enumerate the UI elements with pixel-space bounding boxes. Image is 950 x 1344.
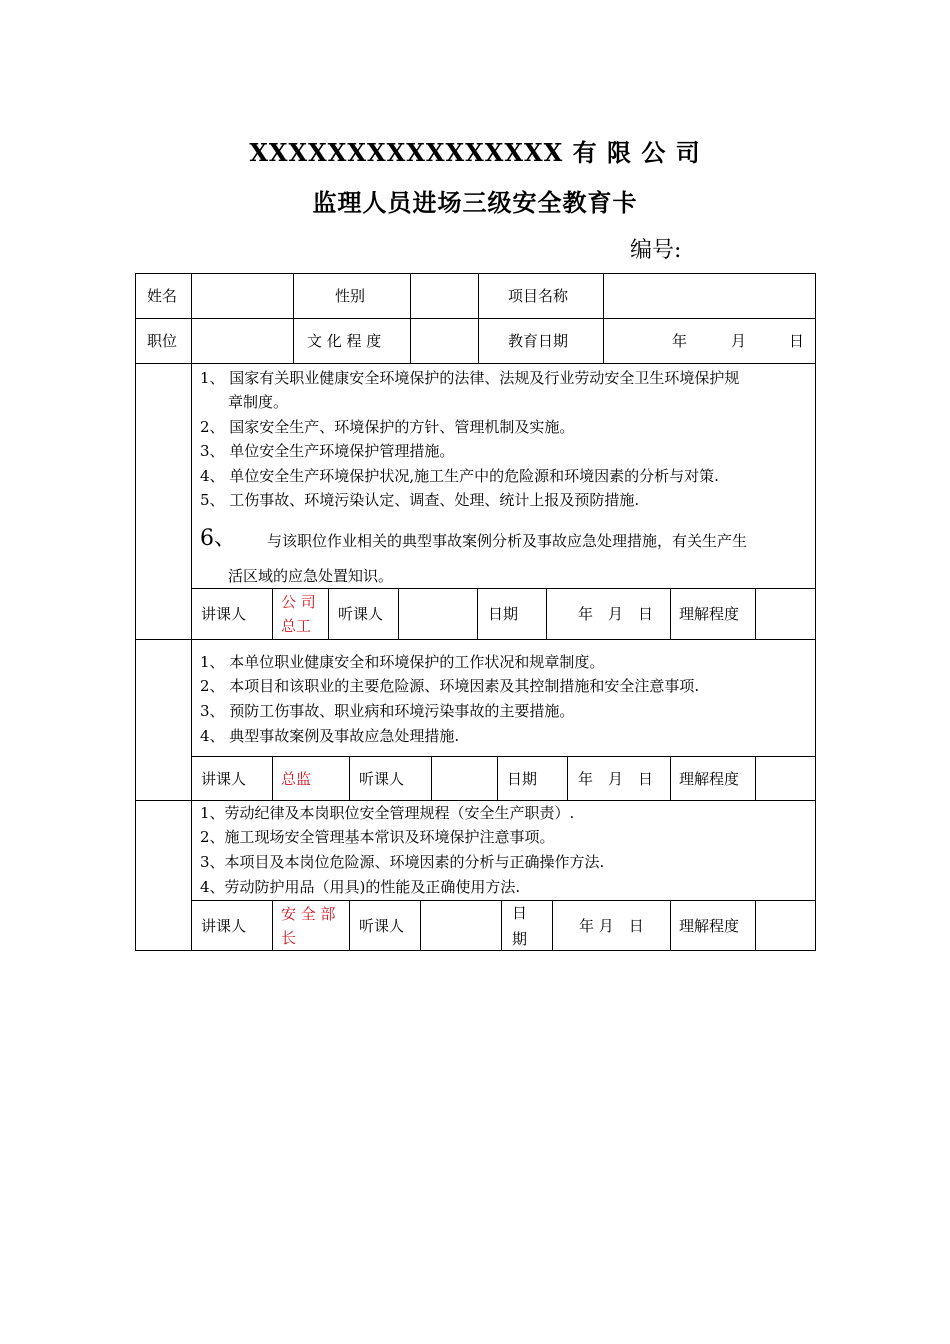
cell-divider (349, 900, 350, 951)
section1-understanding-label: 理解程度 (679, 605, 740, 623)
column-divider (191, 273, 192, 951)
table-border-top (135, 273, 816, 274)
section2-item-3: 3、 预防工伤事故、职业病和环境污染事故的主要措施。 (200, 702, 575, 720)
table-border-bottom (135, 950, 816, 951)
section1-lecturer-line1: 公 司 (281, 593, 316, 611)
row-divider (135, 318, 816, 319)
cell-divider (349, 756, 350, 800)
document-title: 监理人员进场三级安全教育卡 (312, 188, 638, 217)
section2-item-2: 2、 本项目和该职业的主要危险源、环境因素及其控制措施和安全注意事项. (200, 677, 700, 695)
cell-divider (670, 588, 671, 639)
section1-date-value: 年 月 日 (578, 605, 654, 623)
section1-lecturer-line2: 总工 (281, 617, 312, 635)
row-divider (135, 363, 816, 364)
company-name: XXXXXXXXXXXXXXXX 有 限 公 司 (249, 138, 701, 167)
table-border-right (815, 273, 816, 951)
cell-divider (670, 900, 671, 951)
section2-lecturer-label: 讲课人 (201, 770, 247, 788)
table-border-left (135, 273, 136, 951)
section3-date-label-line1: 日 (512, 904, 528, 922)
section2-listener-label: 听课人 (359, 770, 405, 788)
section1-item-4: 4、 单位安全生产环境保护状况,施工生产中的危险源和环境因素的分析与对策. (200, 467, 719, 485)
cell-divider (755, 756, 756, 800)
section2-date-value: 年 月 日 (578, 770, 654, 788)
section3-understanding-label: 理解程度 (679, 917, 740, 935)
section1-date-label: 日期 (488, 605, 519, 623)
education-card-table (135, 273, 816, 951)
column-divider (478, 273, 479, 363)
education-date-label: 教育日期 (508, 332, 569, 350)
section3-lecturer-label: 讲课人 (201, 917, 247, 935)
section3-date-value: 年 月 日 (579, 917, 644, 935)
position-label: 职位 (147, 332, 178, 350)
name-label: 姓名 (147, 287, 178, 305)
section2-lecturer: 总监 (281, 770, 312, 788)
date-day: 日 (789, 332, 805, 350)
section3-item-1: 1、劳动纪律及本岗职位安全管理规程（安全生产职责）. (200, 804, 575, 822)
section2-understanding-label: 理解程度 (679, 770, 740, 788)
cell-divider (272, 588, 273, 639)
cell-divider (501, 900, 502, 951)
section3-date-label-line2: 期 (512, 930, 528, 948)
section1-item-1-cont: 章制度。 (228, 393, 289, 411)
education-level-label: 文 化 程 度 (307, 332, 382, 350)
section1-lecturer-label: 讲课人 (201, 605, 247, 623)
cell-divider (755, 900, 756, 951)
section2-item-4: 4、 典型事故案例及事故应急处理措施. (200, 727, 460, 745)
cell-divider (546, 588, 547, 639)
section3-lecturer-line1: 安 全 部 (281, 905, 336, 923)
section3-item-3: 3、本项目及本岗位危险源、环境因素的分析与正确操作方法. (200, 853, 605, 871)
cell-divider (567, 756, 568, 800)
section1-item-6-number: 6、 (200, 526, 236, 551)
section3-item-4: 4、劳动防护用品（用具)的性能及正确使用方法. (200, 878, 521, 896)
cell-divider (420, 900, 421, 951)
gender-label: 性别 (335, 287, 366, 305)
cell-divider (497, 756, 498, 800)
section1-item-2: 2、 国家安全生产、环境保护的方针、管理机制及实施。 (200, 418, 575, 436)
date-year: 年 (672, 332, 688, 350)
cell-divider (552, 900, 553, 951)
section-divider (191, 756, 816, 757)
cell-divider (670, 756, 671, 800)
section1-item-5: 5、 工伤事故、环境污染认定、调查、处理、统计上报及预防措施. (200, 491, 640, 509)
cell-divider (398, 588, 399, 639)
section1-listener-label: 听课人 (338, 605, 384, 623)
section2-item-1: 1、 本单位职业健康安全和环境保护的工作状况和规章制度。 (200, 653, 605, 671)
column-divider (603, 273, 604, 363)
cell-divider (272, 756, 273, 800)
cell-divider (431, 756, 432, 800)
section1-item-6: 与该职位作业相关的典型事故案例分析及事故应急处理措施，有关生产生 (267, 532, 748, 550)
project-name-label: 项目名称 (508, 287, 569, 305)
column-divider (410, 273, 411, 363)
cell-divider (755, 588, 756, 639)
section2-date-label: 日期 (507, 770, 538, 788)
cell-divider (272, 900, 273, 951)
serial-number-label: 编号: (630, 238, 682, 263)
section3-listener-label: 听课人 (359, 917, 405, 935)
row-divider (135, 639, 816, 640)
section1-item-3: 3、 单位安全生产环境保护管理措施。 (200, 442, 455, 460)
section3-item-2: 2、施工现场安全管理基本常识及环境保护注意事项。 (200, 828, 555, 846)
column-divider (293, 273, 294, 363)
cell-divider (477, 588, 478, 639)
cell-divider (328, 588, 329, 639)
section1-item-1: 1、 国家有关职业健康安全环境保护的法律、法规及行业劳动安全卫生环境保护规 (200, 369, 740, 387)
section1-item-6-cont: 活区域的应急处置知识。 (228, 567, 394, 585)
date-month: 月 (731, 332, 747, 350)
section3-lecturer-line2: 长 (281, 929, 297, 947)
section-divider (191, 900, 816, 901)
